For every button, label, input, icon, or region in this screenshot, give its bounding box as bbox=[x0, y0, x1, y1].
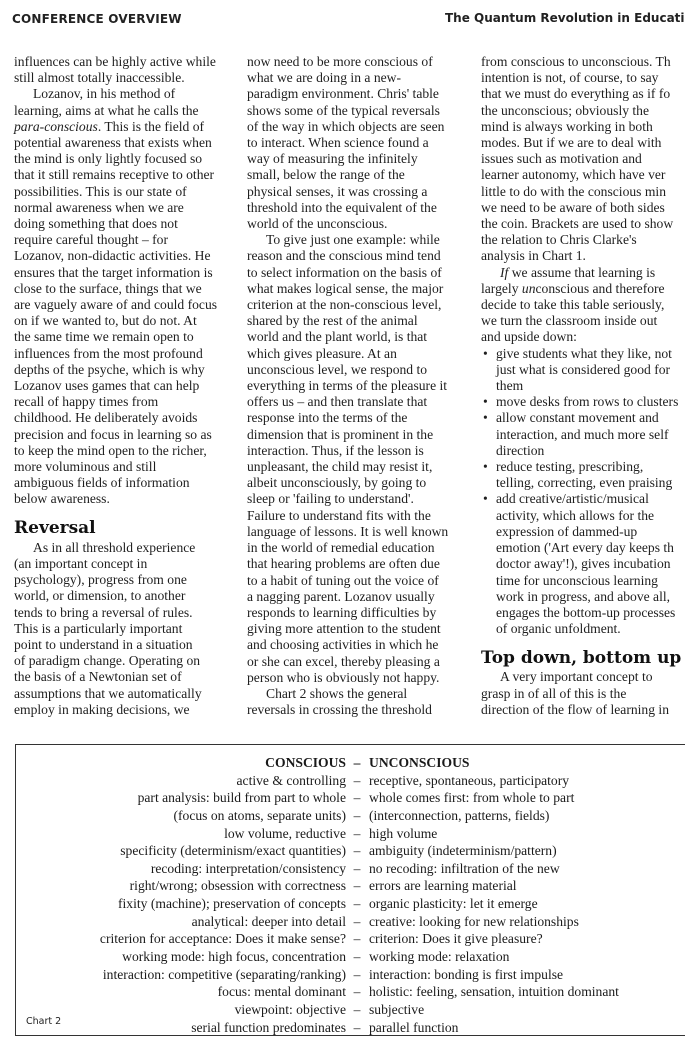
text-line: decide to take this table seriously, bbox=[481, 297, 665, 313]
text-line: the mind is only lightly focused so bbox=[14, 151, 203, 167]
paragraph bbox=[14, 54, 234, 86]
paragraph-lines bbox=[14, 135, 234, 508]
text-line: modes. But if we are to deal with bbox=[481, 135, 662, 151]
text-line: the unconscious; obviously the bbox=[481, 102, 650, 118]
text-line: Lozanov, in his method of bbox=[33, 86, 176, 102]
chart-conscious-cell: specificity (determinism/exact quantities) bbox=[120, 843, 346, 859]
section-heading-top-down: Top down, bottom up bbox=[481, 648, 682, 669]
chart-unconscious-cell: whole comes first: from whole to part bbox=[369, 790, 575, 806]
text-column-1 bbox=[14, 54, 234, 718]
chart-row bbox=[16, 966, 685, 984]
chart-unconscious-cell: (interconnection, patterns, fields) bbox=[369, 807, 550, 823]
chart-conscious-cell: part analysis: build from part to whole bbox=[137, 790, 346, 806]
text-line: a nagging parent. Lozanov usually bbox=[247, 588, 435, 604]
text-line: response into the terms of the bbox=[247, 410, 408, 426]
paragraph bbox=[481, 265, 696, 346]
chart-header-conscious: CONSCIOUS bbox=[265, 755, 346, 770]
text-line: that it still remains receptive to other bbox=[14, 167, 215, 183]
chart-row bbox=[16, 948, 685, 966]
chart-conscious-cell: recoding: interpretation/consistency bbox=[150, 860, 346, 876]
chart-conscious-cell: right/wrong; obsession with correctness bbox=[129, 878, 346, 894]
text-line: require careful thought – for bbox=[14, 232, 168, 248]
chart-dash: – bbox=[353, 860, 361, 876]
bullet-item bbox=[481, 346, 696, 395]
chart-conscious-cell: fixity (machine); preservation of concepts bbox=[118, 896, 346, 912]
chart-conscious-cell: viewpoint: objective bbox=[234, 1001, 346, 1017]
text-column-3 bbox=[481, 54, 696, 718]
text-line: unpleasant, the child may resist it, bbox=[247, 459, 433, 475]
chart-dash: – bbox=[353, 1001, 361, 1017]
bullet-list bbox=[481, 346, 696, 638]
text-line: • give students what they like, not bbox=[496, 345, 672, 361]
chart-dash: – bbox=[353, 807, 361, 823]
text-line: that hearing problems are often due bbox=[247, 556, 440, 572]
text-line: normal awareness when we are bbox=[14, 199, 184, 215]
text-line: possibilities. This is our state of bbox=[14, 183, 187, 199]
text-line: direction bbox=[496, 442, 545, 458]
text-line: person who is obviously not happy. bbox=[247, 669, 440, 685]
text-line: small, below the range of the bbox=[247, 167, 405, 183]
chart-row bbox=[16, 1001, 685, 1019]
text-line: analysis in Chart 1. bbox=[481, 248, 586, 264]
text-line: psychology), progress from one bbox=[14, 572, 187, 588]
italic-word: If bbox=[500, 264, 509, 280]
text-line: intention is not, of course, to say bbox=[481, 70, 659, 86]
paragraph-lozanov bbox=[14, 86, 234, 507]
chart-unconscious-cell: organic plasticity: let it emerge bbox=[369, 896, 538, 912]
chart-unconscious-cell: working mode: relaxation bbox=[369, 949, 510, 965]
chart-dash: – bbox=[353, 825, 361, 841]
text-line: potential awareness that exists when bbox=[14, 135, 212, 151]
paragraph bbox=[247, 54, 467, 232]
text-fragment: largely bbox=[481, 280, 522, 296]
text-line: learning, aims at what he calls the bbox=[14, 102, 199, 118]
text-line: emotion ('Art every day keeps th bbox=[496, 540, 674, 556]
text-line: world of the unconscious. bbox=[247, 216, 388, 232]
text-line: on if we wanted to, but do not. At bbox=[14, 313, 197, 329]
chart-dash: – bbox=[353, 913, 361, 929]
text-line: tends to bring a reversal of rules. bbox=[14, 604, 193, 620]
text-line bbox=[481, 281, 696, 297]
text-line: giving more attention to the student bbox=[247, 621, 441, 637]
text-line: (an important concept in bbox=[14, 555, 148, 571]
chart-conscious-cell: focus: mental dominant bbox=[217, 984, 346, 1000]
text-line: • move desks from rows to clusters bbox=[496, 394, 679, 410]
text-line: activity, which allows for the bbox=[496, 507, 655, 523]
chart-dash: – bbox=[353, 790, 361, 806]
chart-row bbox=[16, 877, 685, 895]
text-line: we turn the classroom inside out bbox=[481, 313, 658, 329]
chart-dash: – bbox=[353, 1019, 361, 1035]
chart-conscious-cell: criterion for acceptance: Does it make sense? bbox=[99, 931, 346, 947]
text-line: the same time we remain open to bbox=[14, 329, 194, 345]
text-line: way of measuring the infinitely bbox=[247, 151, 418, 167]
text-line: now need to be more conscious of bbox=[247, 54, 433, 69]
chart-row bbox=[16, 1019, 685, 1037]
text-line: what makes logical sense, the major bbox=[247, 280, 444, 296]
text-line: or she can excel, thereby pleasing a bbox=[247, 653, 440, 669]
text-line: of organic unfoldment. bbox=[496, 621, 621, 637]
text-line: and upside down: bbox=[481, 329, 577, 345]
chart-conscious-cell: low volume, reductive bbox=[224, 825, 346, 841]
text-line: Failure to understand fits with the bbox=[247, 507, 431, 523]
text-line bbox=[481, 265, 696, 281]
text-line: dimension that is prominent in the bbox=[247, 426, 434, 442]
chart-dash: – bbox=[353, 896, 361, 912]
text-line: telling, correcting, even praising bbox=[496, 475, 673, 491]
text-line: to a habit of tuning out the voice of bbox=[247, 572, 439, 588]
text-line: are vaguely aware of and could focus bbox=[14, 297, 218, 313]
text-line: childhood. He deliberately avoids bbox=[14, 410, 198, 426]
text-line: albeit unconsciously, by going to bbox=[247, 475, 427, 491]
text-line: point to understand in a situation bbox=[14, 636, 193, 652]
chart-header-unconscious: UNCONSCIOUS bbox=[369, 755, 470, 770]
text-line: assumptions that we automatically bbox=[14, 685, 202, 701]
text-line bbox=[14, 119, 234, 135]
text-line: sleep or 'failing to understand'. bbox=[247, 491, 414, 507]
text-line: criterion at the non-conscious level, bbox=[247, 297, 442, 313]
text-line: learner autonomy, which have ver bbox=[481, 167, 666, 183]
bullet-item bbox=[481, 410, 696, 459]
italic-prefix: un bbox=[521, 280, 536, 296]
text-line: world, or dimension, to another bbox=[14, 588, 186, 604]
bullet-item bbox=[481, 491, 696, 637]
text-line: shared by the rest of the animal bbox=[247, 313, 418, 329]
chart-unconscious-cell: interaction: bonding is first impulse bbox=[369, 966, 564, 982]
chart-unconscious-cell: holistic: feeling, sensation, intuition dominant bbox=[369, 984, 619, 1000]
paragraph bbox=[247, 686, 467, 718]
text-line: influences can be highly active while bbox=[14, 54, 216, 69]
text-line: issues such as motivation and bbox=[481, 151, 642, 167]
chart-unconscious-cell: receptive, spontaneous, participatory bbox=[369, 772, 570, 788]
chart-row bbox=[16, 772, 685, 790]
text-line: work in progress, and above all, bbox=[496, 588, 671, 604]
text-line: Chart 2 shows the general bbox=[266, 685, 408, 701]
text-line: ambiguous fields of information bbox=[14, 475, 190, 491]
text-fragment: . This is the field of bbox=[97, 118, 205, 134]
chart-conscious-cell: active & controlling bbox=[236, 772, 346, 788]
text-line: • allow constant movement and bbox=[496, 410, 659, 426]
text-line: just what is considered good for bbox=[496, 361, 671, 377]
text-fragment: we assume that learning is bbox=[508, 264, 656, 280]
running-header-title: The Quantum Revolution in Educati bbox=[445, 11, 685, 25]
text-line: and choosing activities in which he bbox=[247, 637, 439, 653]
paragraph bbox=[14, 540, 234, 718]
text-fragment: conscious and therefore bbox=[535, 280, 665, 296]
chart-row bbox=[16, 930, 685, 948]
text-line: offers us – and then translate that bbox=[247, 394, 428, 410]
text-line: Lozanov, non-didactic activities. He bbox=[14, 248, 211, 264]
chart-dash: – bbox=[353, 931, 361, 947]
chart-unconscious-cell: no recoding: infiltration of the new bbox=[369, 860, 560, 876]
chart-row bbox=[16, 913, 685, 931]
text-line: recall of happy times from bbox=[14, 394, 159, 410]
text-line: world and the plant world, is that bbox=[247, 329, 428, 345]
paragraph bbox=[247, 232, 467, 686]
text-line: to keep the mind open to the richer, bbox=[14, 442, 207, 458]
chart-conscious-cell: analytical: deeper into detail bbox=[191, 913, 346, 929]
text-line: precision and focus in learning so as bbox=[14, 426, 212, 442]
chart-row bbox=[16, 825, 685, 843]
text-line: threshold into the equivalent of the bbox=[247, 199, 437, 215]
text-line: little to do with the conscious min bbox=[481, 183, 667, 199]
chart-unconscious-cell: errors are learning material bbox=[369, 878, 517, 894]
text-line: Lozanov uses games that can help bbox=[14, 378, 200, 394]
text-line: responds to learning difficulties by bbox=[247, 604, 437, 620]
text-line: to interact. When science found a bbox=[247, 135, 429, 151]
chart-label: Chart 2 bbox=[26, 1016, 62, 1027]
chart-conscious-cell: interaction: competitive (separating/ranking) bbox=[102, 966, 346, 982]
chart-dash: – bbox=[353, 843, 361, 859]
text-line: interaction, and much more self bbox=[496, 426, 669, 442]
text-line: them bbox=[496, 378, 524, 394]
text-line: interaction. Thus, if the lesson is bbox=[247, 442, 424, 458]
text-line: time for unconscious learning bbox=[496, 572, 658, 588]
text-line: grasp in of all of this is the bbox=[481, 685, 627, 701]
chart-dash: – bbox=[353, 966, 361, 982]
paragraph bbox=[481, 54, 696, 265]
text-line: engages the bottom-up processes bbox=[496, 604, 676, 620]
text-line: what we are doing in a new- bbox=[247, 70, 402, 86]
text-line: close to the surface, things that we bbox=[14, 280, 202, 296]
text-line: from conscious to unconscious. Th bbox=[481, 54, 671, 69]
chart-conscious-cell: working mode: high focus, concentration bbox=[122, 949, 346, 965]
text-line: expression of dammed-up bbox=[496, 523, 638, 539]
text-column-2 bbox=[247, 54, 467, 718]
paragraph-lines bbox=[481, 297, 696, 346]
text-line: the coin. Brackets are used to show bbox=[481, 216, 674, 232]
chart-row bbox=[16, 789, 685, 807]
text-line: paradigm environment. Chris' table bbox=[247, 86, 439, 102]
chart-unconscious-cell: parallel function bbox=[369, 1019, 459, 1035]
chart-dash: – bbox=[353, 878, 361, 894]
text-line: language of lessons. It is well known bbox=[247, 523, 449, 539]
text-line: direction of the flow of learning in bbox=[481, 701, 669, 717]
text-line: unconscious level, we respond to bbox=[247, 361, 428, 377]
chart-dash: – bbox=[353, 772, 361, 788]
chart-rows bbox=[16, 754, 685, 1036]
text-line: we need to be aware of both sides bbox=[481, 199, 665, 215]
chart-unconscious-cell: ambiguity (indeterminism/pattern) bbox=[369, 843, 557, 859]
text-line: This is a particularly important bbox=[14, 620, 183, 636]
text-line: shows some of the typical reversals bbox=[247, 102, 440, 118]
running-header-section: CONFERENCE OVERVIEW bbox=[12, 12, 182, 26]
chart-2-box bbox=[15, 744, 685, 1036]
text-line: doctor away'!), gives incubation bbox=[496, 556, 671, 572]
chart-dash: – bbox=[353, 755, 361, 770]
text-line: which gives pleasure. At an bbox=[247, 345, 397, 361]
text-line: in the world of remedial education bbox=[247, 540, 435, 556]
text-line: of the way in which objects are seen bbox=[247, 118, 445, 134]
chart-conscious-cell: (focus on atoms, separate units) bbox=[173, 807, 346, 823]
text-line: A very important concept to bbox=[500, 669, 653, 685]
text-line: below awareness. bbox=[14, 491, 110, 507]
text-line: reason and the conscious mind tend bbox=[247, 248, 441, 264]
text-line: to select information on the basis of bbox=[247, 264, 442, 280]
chart-unconscious-cell: creative: looking for new relationships bbox=[369, 913, 579, 929]
chart-unconscious-cell: high volume bbox=[369, 825, 438, 841]
text-line: reversals in crossing the threshold bbox=[247, 702, 432, 718]
italic-term: para-conscious bbox=[14, 118, 98, 134]
chart-unconscious-cell: criterion: Does it give pleasure? bbox=[369, 931, 543, 947]
text-line: As in all threshold experience bbox=[33, 539, 196, 555]
text-line: depths of the psyche, which is why bbox=[14, 361, 205, 377]
chart-dash: – bbox=[353, 984, 361, 1000]
text-line: of paradigm change. Operating on bbox=[14, 653, 201, 669]
text-line: • reduce testing, prescribing, bbox=[496, 459, 644, 475]
text-line: employ in making decisions, we bbox=[14, 701, 190, 717]
chart-dash: – bbox=[353, 949, 361, 965]
text-line: physical senses, it was crossing a bbox=[247, 183, 428, 199]
chart-header-row bbox=[16, 754, 685, 772]
chart-row bbox=[16, 860, 685, 878]
chart-row bbox=[16, 807, 685, 825]
text-line: everything in terms of the pleasure it bbox=[247, 378, 448, 394]
text-line: still almost totally inaccessible. bbox=[14, 70, 185, 86]
text-line: the relation to Chris Clarke's bbox=[481, 232, 637, 248]
text-line: To give just one example: while bbox=[266, 232, 440, 248]
text-line: the basis of a Newtonian set of bbox=[14, 669, 182, 685]
text-line: ensures that the target information is bbox=[14, 264, 213, 280]
chart-row bbox=[16, 895, 685, 913]
section-heading-reversal: Reversal bbox=[14, 517, 96, 538]
text-line: • add creative/artistic/musical bbox=[496, 491, 649, 507]
chart-row bbox=[16, 842, 685, 860]
chart-row bbox=[16, 983, 685, 1001]
chart-conscious-cell: serial function predominates bbox=[191, 1019, 346, 1035]
text-line: influences from the most profound bbox=[14, 345, 203, 361]
chart-unconscious-cell: subjective bbox=[369, 1001, 425, 1017]
bullet-item bbox=[481, 394, 696, 410]
text-line: more voluminous and still bbox=[14, 459, 157, 475]
text-line: mind is always working in both bbox=[481, 118, 653, 134]
bullet-item bbox=[481, 459, 696, 491]
text-line: doing something that does not bbox=[14, 216, 178, 232]
paragraph bbox=[481, 669, 696, 718]
text-line: that we must do everything as if fo bbox=[481, 86, 671, 102]
